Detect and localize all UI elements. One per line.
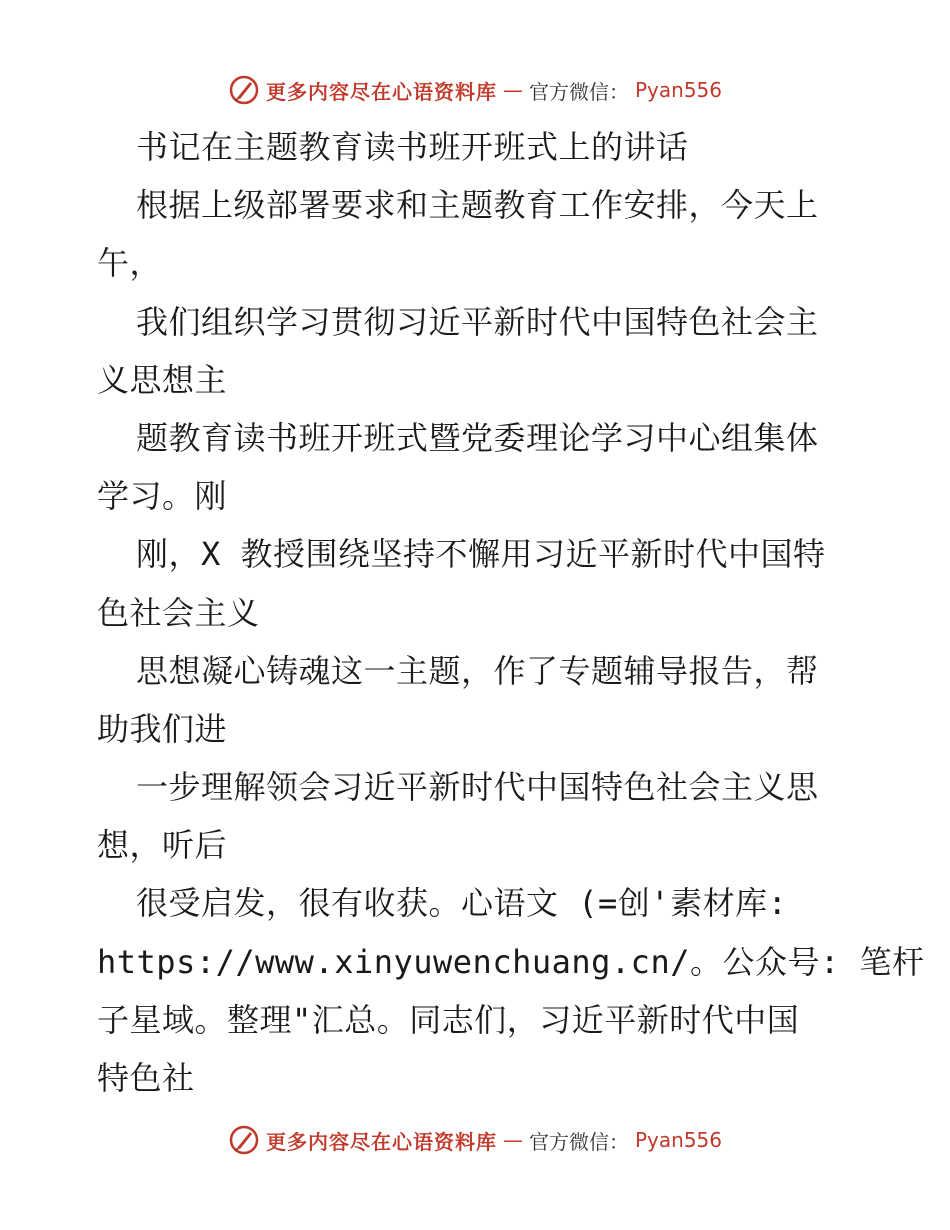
text-line: 根据上级部署要求和主题教育工作安排，今天上 bbox=[136, 186, 819, 225]
banner-wechat-label: 官方微信： bbox=[528, 79, 629, 104]
text-line: https://www.xinyuwenchuang.cn/。公众号: 笔杆 bbox=[97, 942, 925, 981]
text-line: 我们组织学习贯彻习近平新时代中国特色社会主 bbox=[136, 302, 819, 341]
text-line: 义思想主 bbox=[97, 360, 228, 399]
banner-separator: — bbox=[502, 78, 523, 102]
text-line: 一步理解领会习近平新时代中国特色社会主义思 bbox=[136, 768, 819, 807]
text-line: 刚，X 教授围绕坚持不懈用习近平新时代中国特 bbox=[136, 535, 826, 574]
banner-main-text: 更多内容尽在心语资料库 bbox=[265, 79, 497, 104]
text-line: 很受启发，很有收获。心语文 (=创'素材库: bbox=[136, 884, 788, 923]
document-body bbox=[97, 118, 925, 1107]
quill-pen-logo-icon bbox=[228, 74, 260, 106]
banner-wechat-id: Pyan556 bbox=[634, 78, 722, 102]
text-line: 思想凝心铸魂这一主题，作了专题辅导报告，帮 bbox=[136, 651, 819, 690]
banner-separator: — bbox=[502, 1128, 523, 1152]
text-line: 题教育读书班开班式暨党委理论学习中心组集体 bbox=[136, 418, 819, 457]
text-line: 色社会主义 bbox=[97, 593, 260, 632]
text-line: 想，听后 bbox=[97, 826, 228, 865]
text-line: 子星域。整理"汇总。同志们，习近平新时代中国 bbox=[97, 1000, 800, 1039]
text-line: 特色社 bbox=[97, 1059, 195, 1097]
header-watermark-banner bbox=[0, 70, 950, 110]
banner-main-text: 更多内容尽在心语资料库 bbox=[265, 1129, 497, 1154]
text-line: 学习。刚 bbox=[97, 477, 228, 516]
banner-wechat-label: 官方微信： bbox=[528, 1129, 629, 1154]
footer-watermark-banner bbox=[0, 1120, 950, 1160]
quill-pen-logo-icon bbox=[228, 1124, 260, 1156]
text-line: 助我们进 bbox=[97, 709, 228, 748]
document-title: 书记在主题教育读书班开班式上的讲话 bbox=[136, 128, 689, 166]
text-line: 午， bbox=[97, 244, 163, 283]
banner-wechat-id: Pyan556 bbox=[634, 1128, 722, 1152]
